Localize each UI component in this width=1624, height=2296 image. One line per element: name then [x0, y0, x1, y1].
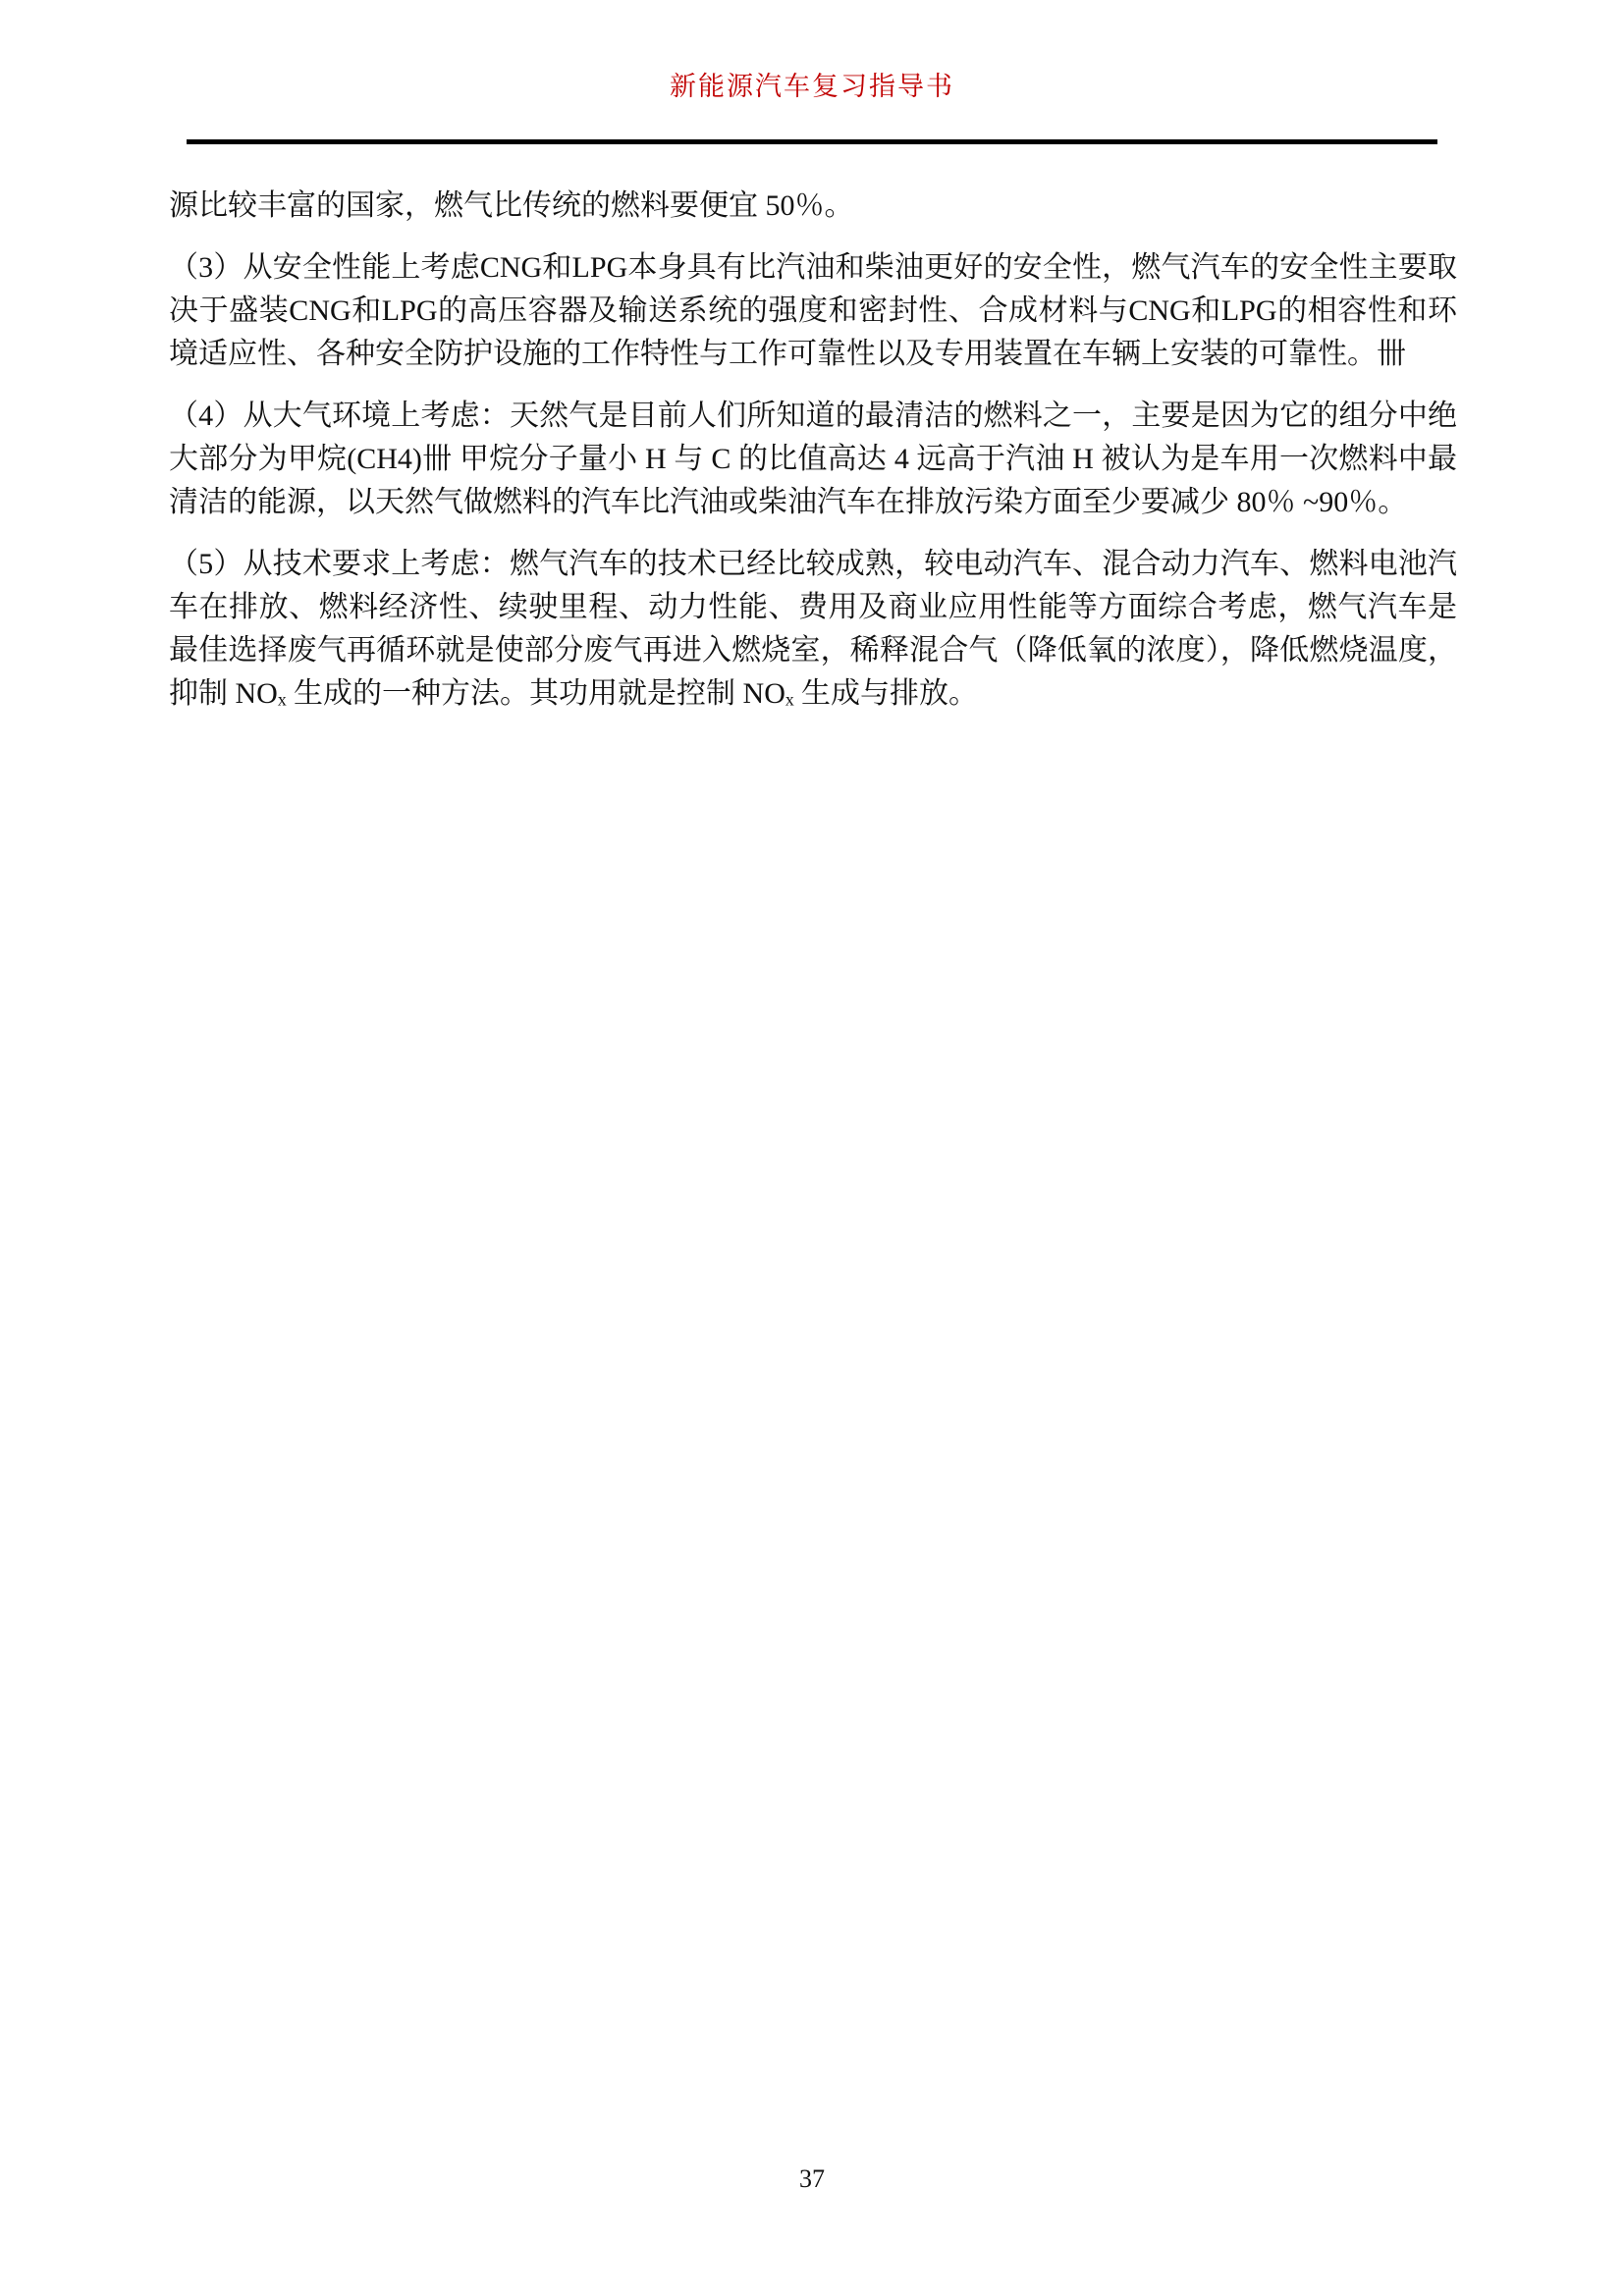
page-number: 37: [799, 2164, 825, 2193]
paragraph-item-5: （5）从技术要求上考虑：燃气汽车的技术已经比较成熟，较电动汽车、混合动力汽车、燃料电池汽车在排放、燃料经济性、续驶里程、动力性能、费用及商业应用性能等方面综合考虑，燃气汽车是最佳选择废气再循环就是使部分废气再进入燃烧室，稀释混合气（降低氧的浓度），降低燃烧温度，抑制 NOₓ 生成的一种方法。其功用就是控制 NOₓ 生成与排放。: [169, 548, 1457, 710]
paragraph-item-3: （3）从安全性能上考虑CNG和LPG本身具有比汽油和柴油更好的安全性，燃气汽车的安全性主要取决于盛装CNG和LPG的高压容器及输送系统的强度和密封性、合成材料与CNG和LPG的相容性和环境适应性、各种安全防护设施的工作特性与工作可靠性以及专用装置在车辆上安装的可靠性。卌: [169, 251, 1457, 370]
page-footer: [0, 2164, 1624, 2194]
paragraph-continuation: 源比较丰富的国家，燃气比传统的燃料要便宜 50％。: [169, 189, 854, 222]
page-header: [0, 65, 1624, 103]
header-rule-divider: [187, 139, 1437, 144]
document-body: [169, 185, 1457, 734]
running-head-title: 新能源汽车复习指导书: [670, 72, 954, 101]
paragraph-item-4: （4）从大气环境上考虑：天然气是目前人们所知道的最清洁的燃料之一，主要是因为它的组分中绝大部分为甲烷(CH4)卌 甲烷分子量小 H 与 C 的比值高达 4 远高于汽油 H 被认为是车用一次燃料中最清洁的能源，以天然气做燃料的汽车比汽油或柴油汽车在排放污染方面至少要减少 80％ ~90％。: [169, 400, 1457, 518]
